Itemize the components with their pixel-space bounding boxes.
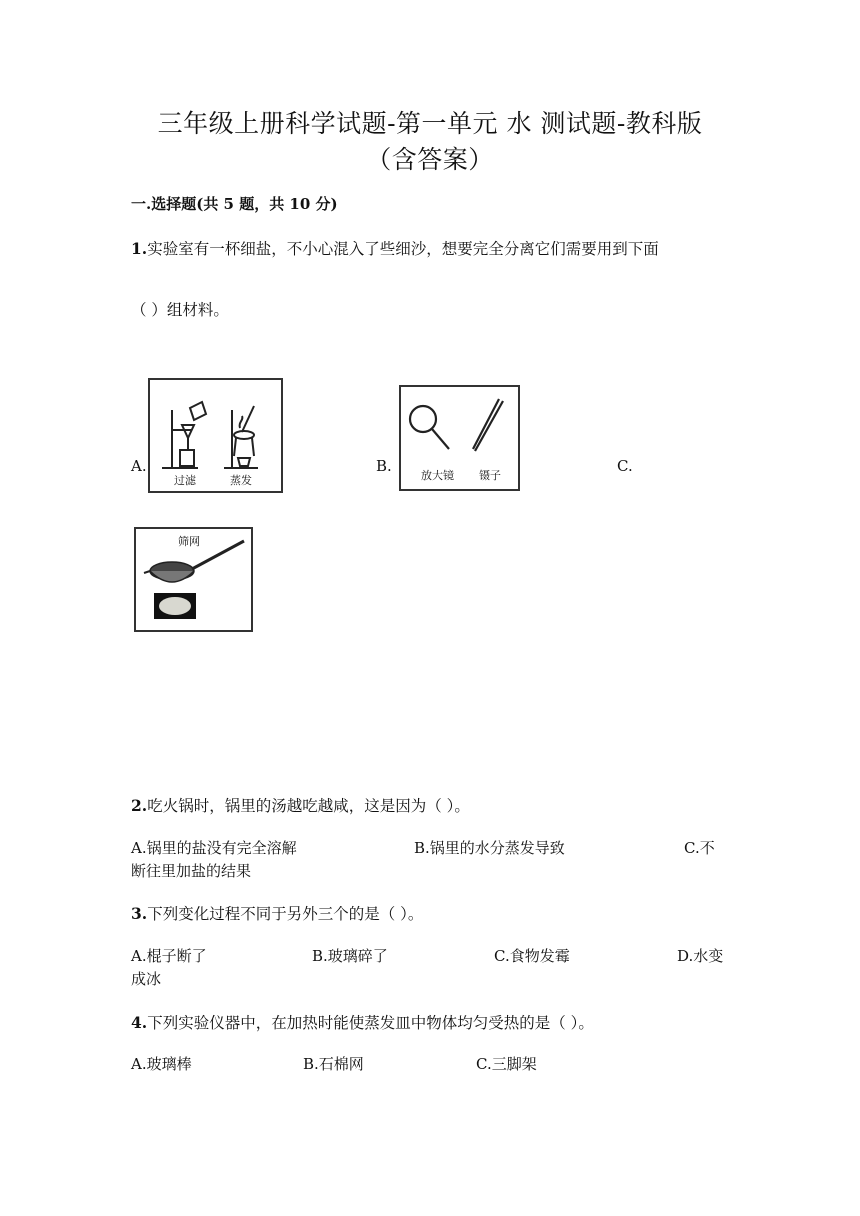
q2-option-b: B.锅里的水分蒸发导致 xyxy=(414,839,565,857)
filter-stand-icon xyxy=(162,402,206,468)
option-c-label: C. xyxy=(617,457,633,475)
question-text: 下列实验仪器中，在加热时能使蒸发皿中物体均匀受热的是（ ）。 xyxy=(147,1014,594,1032)
tweezers-icon xyxy=(473,399,503,451)
question-text: 吃火锅时，锅里的汤越吃越咸，这是因为（ ）。 xyxy=(147,797,470,815)
option-a-label: A. xyxy=(131,457,147,475)
magnifier-icon xyxy=(410,406,449,449)
q3-option-d: D.水变 xyxy=(677,947,724,965)
evaporate-stand-icon xyxy=(224,406,258,468)
question-number: 4. xyxy=(131,1013,148,1032)
q3-option-d-continued: 成冰 xyxy=(131,970,162,988)
question-text: 下列变化过程不同于另外三个的是（ ）。 xyxy=(147,905,424,923)
question-number: 3. xyxy=(131,904,148,923)
q2-option-c: C.不 xyxy=(684,839,715,857)
figure-sieve xyxy=(134,527,253,632)
question-1 xyxy=(131,237,659,259)
q2-option-a: A.锅里的盐没有完全溶解 xyxy=(131,839,297,857)
fig-b-caption-2: 镊子 xyxy=(479,469,501,482)
question-2 xyxy=(131,794,470,816)
question-text: 实验室有一杯细盐，不小心混入了些细沙，想要完全分离它们需要用到下面 xyxy=(147,240,659,258)
figure-filter-evaporate xyxy=(148,378,283,493)
figure-magnifier-tweezers xyxy=(399,385,520,491)
section-heading: 一.选择题(共 5 题，共 10 分) xyxy=(131,195,338,213)
question-3 xyxy=(131,902,423,924)
question-number: 1. xyxy=(131,239,148,258)
question-1-continued: （ ）组材料。 xyxy=(131,301,229,319)
question-number: 2. xyxy=(131,796,148,815)
page-title: 三年级上册科学试题-第一单元 水 测试题-教科版 xyxy=(157,109,703,138)
page-subtitle: （含答案） xyxy=(366,145,494,174)
bowl-icon xyxy=(154,593,196,619)
q3-option-c: C.食物发霉 xyxy=(494,947,570,965)
fig-b-caption-1: 放大镜 xyxy=(421,469,454,482)
fig-a-caption-2: 蒸发 xyxy=(230,474,252,487)
q4-option-b: B.石棉网 xyxy=(303,1055,364,1073)
q3-option-a: A.棍子断了 xyxy=(131,947,207,965)
q4-option-a: A.玻璃棒 xyxy=(131,1055,192,1073)
question-4 xyxy=(131,1011,594,1033)
q3-option-b: B.玻璃碎了 xyxy=(312,947,388,965)
q4-option-c: C.三脚架 xyxy=(476,1055,537,1073)
fig-a-caption-1: 过滤 xyxy=(174,474,196,487)
q2-option-c-continued: 断往里加盐的结果 xyxy=(131,862,252,880)
option-b-label: B. xyxy=(376,457,392,475)
fig-c-caption-1: 筛网 xyxy=(178,535,200,548)
